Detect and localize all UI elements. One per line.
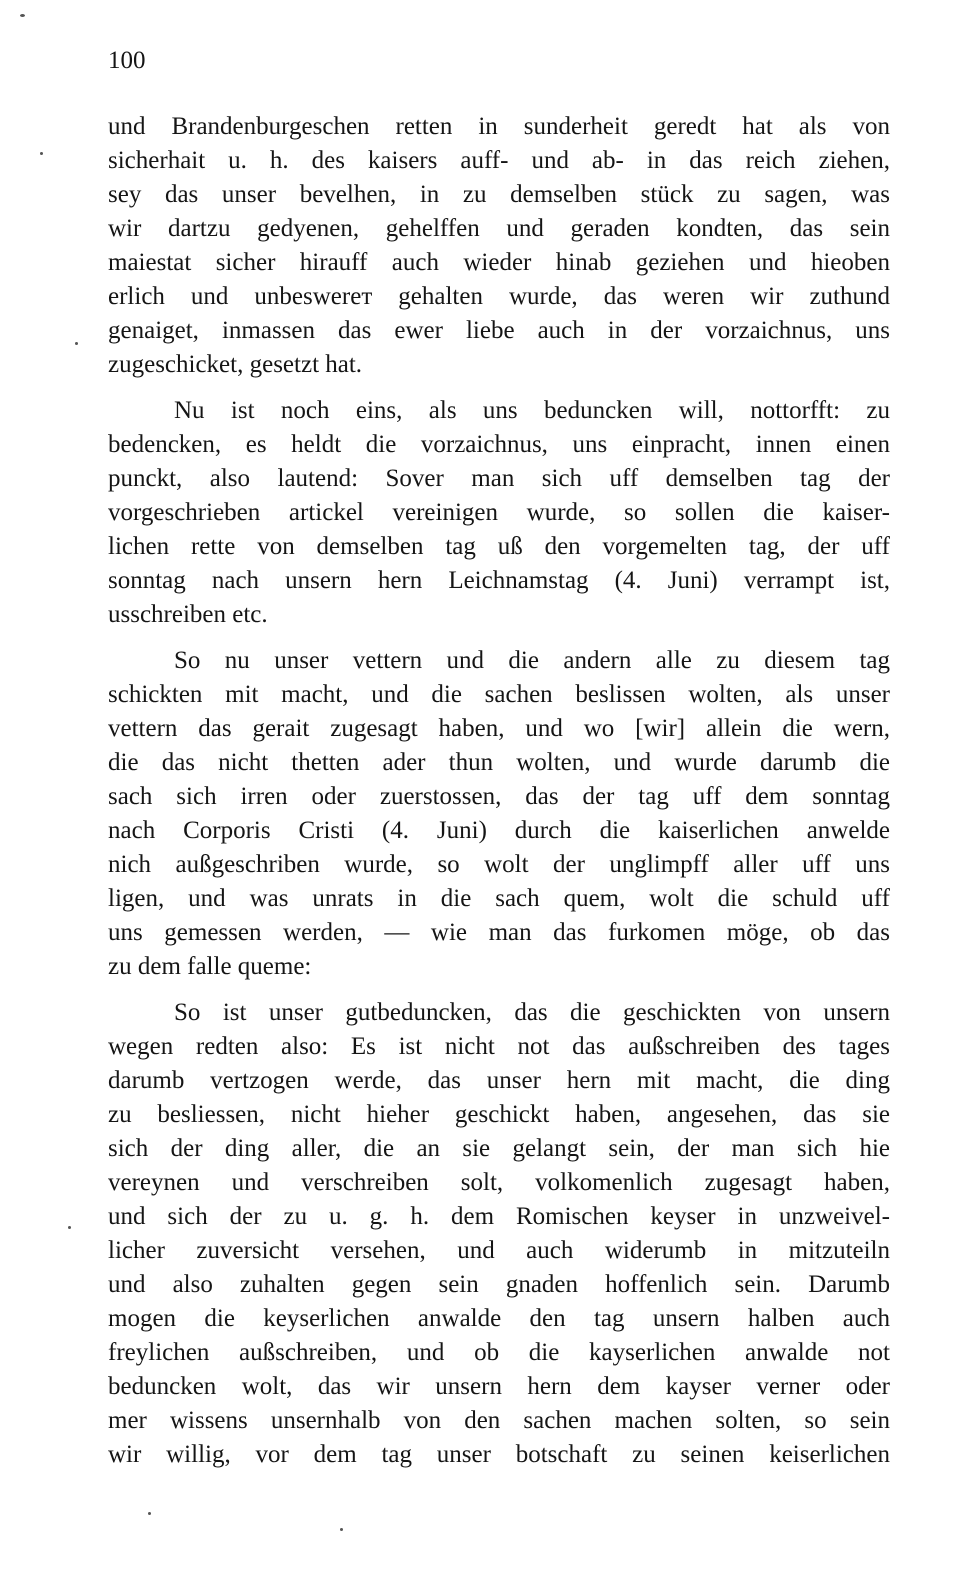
text-line: zu besliessen, nicht hieher geschickt haben, angesehen, das sie [108, 1101, 890, 1128]
text-line: darumb vertzogen werde, das unser hern mit macht, die ding [108, 1067, 890, 1094]
scan-speck [340, 1528, 343, 1531]
text-line: vereynen und verschreiben solt, volkomenlich zugesagt haben, [108, 1169, 890, 1196]
paragraph-1 [108, 110, 890, 382]
text-line: wir willig, vor dem tag unser botschaft zu seinen keiserlichen [108, 1441, 890, 1468]
text-line: zugeschicket, gesetzt hat. [108, 351, 363, 378]
scan-speck [40, 152, 43, 155]
text-line: usschreiben etc. [108, 601, 268, 628]
text-line: vettern das gerait zugesagt haben, und wo [wir] allein die wern, [108, 715, 890, 742]
text-line: nich außgeschriben wurde, so wolt der unglimpff aller uff uns [108, 851, 890, 878]
text-line: maiestat sicher hirauff auch wieder hinab geziehen und hieoben [108, 249, 890, 276]
text-line: nach Corporis Cristi (4. Juni) durch die kaiserlichen anwelde [108, 817, 890, 844]
paragraph-3 [108, 644, 890, 984]
text-line: genaiget, inmassen das ewer liebe auch in der vorzaichnus, uns [108, 317, 890, 344]
text-line: sach sich irren oder zuerstossen, das der tag uff dem sonntag [108, 783, 890, 810]
text-line: sey das unser bevelhen, in zu demselben stück zu sagen, was [108, 181, 890, 208]
text-line: ligen, und was unrats in die sach quem, wolt die schuld uff [108, 885, 890, 912]
text-line: freylichen außschreiben, und ob die kayserlichen anwalde not [108, 1339, 890, 1366]
text-line: punckt, also lautend: Sover man sich uff demselben tag der [108, 465, 890, 492]
text-line: lichen rette von demselben tag uß den vorgemelten tag, der uff [108, 533, 890, 560]
body-text [108, 110, 890, 1484]
scan-speck [148, 1512, 151, 1515]
text-line: die das nicht thetten ader thun wolten, und wurde darumb die [108, 749, 890, 776]
text-line: schickten mit macht, und die sachen beslissen wolten, als unser [108, 681, 890, 708]
scan-speck [75, 342, 78, 345]
text-line: uns gemessen werden, — wie man das furkomen möge, ob das [108, 919, 890, 946]
text-line: und Brandenburgeschen retten in sunderheit geredt hat als von [108, 113, 890, 140]
text-line: licher zuversicht versehen, und auch widerumb in mitzuteiln [108, 1237, 890, 1264]
page-number: 100 [108, 47, 146, 74]
paragraph-4 [108, 996, 890, 1472]
text-line: zu dem falle queme: [108, 953, 312, 980]
text-line: erlich und unbeswerет gehalten wurde, das weren wir zuthund [108, 283, 890, 310]
text-line: sonntag nach unsern hern Leichnamstag (4. Juni) verrampt ist, [108, 567, 890, 594]
text-line: Nu ist noch eins, als uns beduncken will, nottorfft: zu [174, 397, 890, 424]
text-line: beduncken wolt, das wir unsern hern dem kayser verner oder [108, 1373, 890, 1400]
scan-speck [20, 14, 25, 17]
text-line: bedencken, es heldt die vorzaichnus, uns einpracht, innen einen [108, 431, 890, 458]
scan-speck [68, 1226, 71, 1229]
text-line: So ist unser gutbeduncken, das die geschickten von unsern [174, 999, 890, 1026]
text-line: mer wissens unsernhalb von den sachen machen solten, so sein [108, 1407, 890, 1434]
text-line: wegen redten also: Es ist nicht not das außschreiben des tages [108, 1033, 890, 1060]
text-line: vorgeschrieben artickel vereinigen wurde, so sollen die kaiser- [108, 499, 890, 526]
text-line: und sich der zu u. g. h. dem Romischen keyser in unzweivel- [108, 1203, 890, 1230]
paragraph-2 [108, 394, 890, 632]
text-line: mogen die keyserlichen anwalde den tag unsern halben auch [108, 1305, 890, 1332]
text-line: sicherhait u. h. des kaisers auff- und ab- in das reich ziehen, [108, 147, 890, 174]
text-line: So nu unser vettern und die andern alle zu diesem tag [174, 647, 890, 674]
text-line: sich der ding aller, die an sie gelangt sein, der man sich hie [108, 1135, 890, 1162]
text-line: wir dartzu gedyenen, gehelffen und geraden kondten, das sein [108, 215, 890, 242]
text-line: und also zuhalten gegen sein gnaden hoffenlich sein. Darumb [108, 1271, 890, 1298]
